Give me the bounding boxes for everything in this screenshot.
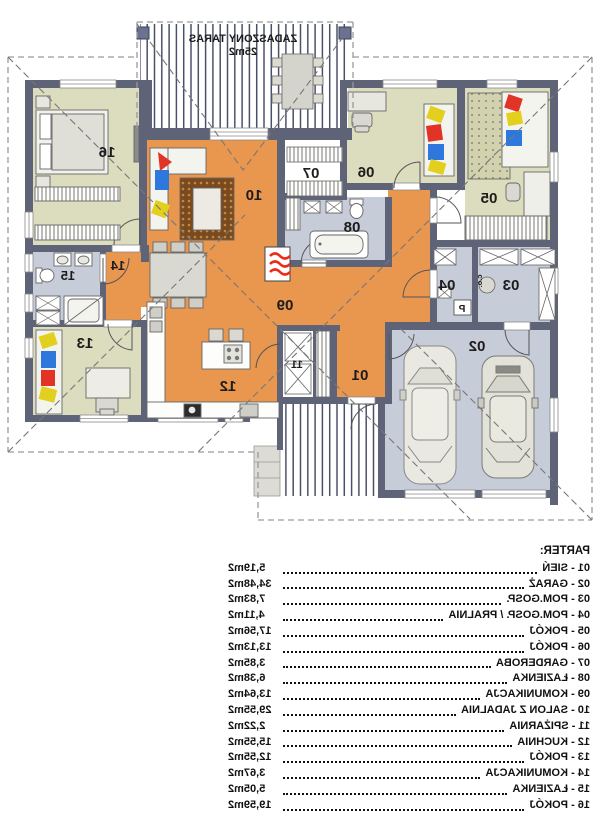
legend-leader-dots: [283, 730, 504, 732]
legend-leader-dots: [283, 635, 524, 637]
legend-leader-dots: [283, 793, 507, 795]
legend-room-area: 17,56m2: [228, 624, 272, 637]
legend-room-area: 3,67m2: [228, 767, 266, 780]
legend-room-name: 16 - POKÓJ: [529, 798, 590, 811]
hall-wardrobe: [316, 331, 330, 397]
legend-row: [228, 561, 590, 577]
legend-room-name: 04 - POM.GOSP. / PRALNIA: [448, 609, 590, 622]
label-room-14: 14: [110, 258, 126, 273]
label-room-04: 04: [438, 277, 456, 294]
legend-room-name: 14 - KOMUNIKACJA: [485, 767, 590, 780]
legend-room-name: 11 - SPIŻARNIA: [509, 719, 590, 732]
terrace-label-line2: 25m2: [228, 46, 258, 58]
legend-leader-dots: [283, 587, 524, 589]
legend-room-area: 29,55m2: [228, 703, 272, 716]
legend-room-area: 4,11m2: [228, 609, 265, 622]
legend-row: [228, 671, 590, 687]
legend-leader-dots: [283, 714, 456, 716]
legend-row: [228, 592, 590, 608]
legend-row: [228, 735, 590, 751]
car-right: [478, 356, 538, 478]
legend-leader-dots: [283, 651, 524, 653]
label-room-06: 06: [357, 164, 375, 181]
legend-room-area: 7,83m2: [228, 593, 266, 606]
label-washer: P: [458, 304, 466, 315]
legend-room-area: 5,19m2: [228, 561, 266, 574]
legend-row: [228, 766, 590, 782]
legend-leader-dots: [283, 682, 507, 684]
legend-room-name: 06 - POKÓJ: [529, 640, 590, 653]
legend-row: [228, 656, 590, 672]
legend-leader-dots: [283, 619, 443, 621]
legend-leader-dots: [283, 777, 480, 779]
legend-list: [228, 561, 590, 814]
label-room-05: 05: [480, 190, 498, 207]
hall-link: [141, 262, 147, 307]
legend-room-area: 6,38m2: [228, 672, 266, 685]
legend-room-name: 02 - GARAŻ: [528, 577, 590, 590]
label-room-12: 12: [219, 378, 237, 395]
legend-row: [228, 750, 590, 766]
legend-room-name: 15 - ŁAZIENKA: [512, 782, 590, 795]
legend-room-name: 12 - KUCHNIA: [517, 735, 590, 748]
legend-leader-dots: [283, 698, 480, 700]
legend-room-area: 13,13m2: [228, 640, 272, 653]
label-room-02: 02: [468, 338, 486, 355]
room-05-furniture: [465, 92, 550, 240]
label-room-09: 09: [276, 297, 294, 314]
legend-room-name: 10 - SALON Z JADALNIA: [461, 703, 590, 716]
label-boiler: c.o.: [475, 274, 484, 288]
terrace-table-set: [272, 54, 323, 109]
legend-leader-dots: [283, 603, 501, 605]
legend-room-area: 3,85m2: [228, 656, 266, 669]
legend-room-area: 5,05m2: [228, 782, 266, 795]
legend-leader-dots: [283, 761, 524, 763]
legend-room-area: 12,55m2: [228, 751, 272, 764]
legend-room-name: 01 - SIEŃ: [542, 561, 590, 574]
label-room-13: 13: [76, 335, 94, 352]
label-room-07: 07: [302, 165, 320, 182]
entry-01-floor: [337, 325, 385, 397]
legend-room-name: 07 - GARDEROBA: [495, 656, 590, 669]
label-room-03: 03: [502, 277, 520, 294]
label-room-11: 11: [291, 359, 303, 371]
legend-heading: PARTER:: [539, 545, 590, 557]
legend-leader-dots: [283, 666, 491, 668]
label-room-01: 01: [351, 367, 369, 384]
legend-row: [228, 782, 590, 798]
legend-row: [228, 640, 590, 656]
legend-room-name: 08 - ŁAZIENKA: [512, 672, 590, 685]
legend-row: [228, 703, 590, 719]
legend-room-area: 19,59m2: [228, 798, 272, 811]
label-room-16: 16: [98, 144, 116, 161]
legend-row: [228, 687, 590, 703]
label-room-15: 15: [60, 268, 76, 283]
legend: [228, 544, 590, 814]
legend-leader-dots: [283, 745, 512, 747]
label-room-08: 08: [343, 219, 361, 236]
fireplace: [265, 247, 290, 281]
legend-leader-dots: [283, 572, 537, 574]
entrance-porch-deck: [283, 400, 378, 496]
terrace-label-line1: ZADASZONY TARAS: [188, 33, 298, 45]
legend-room-area: 34,48m2: [228, 577, 272, 590]
legend-row: [228, 608, 590, 624]
legend-leader-dots: [283, 809, 524, 811]
legend-row: [228, 798, 590, 814]
car-left: [400, 346, 460, 484]
legend-room-area: 13,64m2: [228, 688, 272, 701]
legend-row: [228, 624, 590, 640]
legend-room-name: 05 - POKÓJ: [529, 624, 590, 637]
label-room-10: 10: [245, 187, 263, 204]
legend-room-name: 09 - KOMUNIKACJA: [485, 688, 590, 701]
legend-room-area: 15,55m2: [228, 735, 272, 748]
corridor-09-floor: [285, 267, 430, 325]
legend-room-name: 03 - POM.GOSP.: [506, 593, 590, 606]
legend-room-area: 2,22m2: [228, 719, 266, 732]
legend-row: [228, 719, 590, 735]
legend-room-name: 13 - POKÓJ: [529, 751, 590, 764]
legend-row: [228, 577, 590, 593]
